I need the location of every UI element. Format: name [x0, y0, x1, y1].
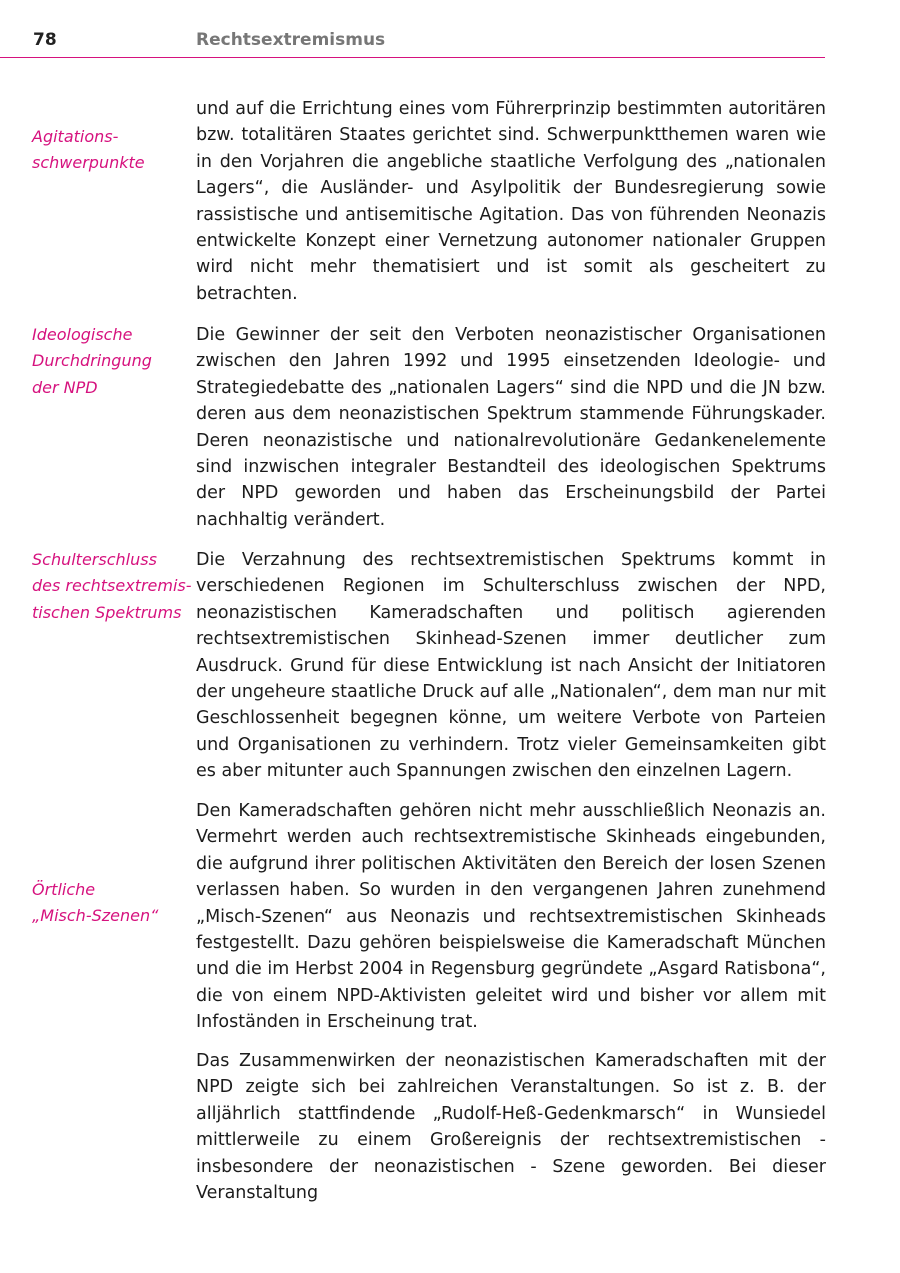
page-number: 78 — [33, 30, 57, 50]
page-header — [0, 28, 825, 58]
margin-note: Schulterschluss des rechtsextremis- tischen Spektrums — [32, 550, 192, 622]
body-paragraph: Die Verzahnung des rechtsextremistischen Spektrums kommt in verschiedenen Regionen im Schulterschluss zwischen der NPD, neonazistischen Kameradschaften und politisch agierenden rechtsextremistischen Skinhead-Szenen immer deutlicher zum Ausdruck. Grund für diese Entwicklung ist nach Ansicht der Initiatoren der ungeheure staatliche Druck auf alle „Nationalen“, dem man nur mit Geschlossenheit begegnen könne, um weitere Verbote von Parteien und Organisationen zu verhindern. Trotz vieler Gemeinsamkeiten gibt es aber mitunter auch Spannungen zwischen den einzelnen Lagern. — [196, 550, 826, 782]
running-title: Rechtsextremismus — [196, 30, 386, 50]
margin-note: Ideologische Durchdringung der NPD — [32, 325, 152, 397]
body-paragraph: Das Zusammenwirken der neonazistischen Kameradschaften mit der NPD zeigte sich bei zahlreichen Veranstaltungen. So ist z. B. der alljährlich stattfindende „Rudolf-Heß-Gedenkmarsch“ in Wunsiedel mittlerweile zu einem Großereignis der rechtsextremistischen - insbesondere der neonazistischen - Szene geworden. Bei dieser Veranstaltung — [196, 1051, 826, 1204]
margin-note: Agitations- schwerpunkte — [32, 127, 145, 173]
body-paragraph: und auf die Errichtung eines vom Führerprinzip bestimmten autoritären bzw. totalitären Staates gerichtet sind. Schwerpunktthemen waren wie in den Vorjahren die angebliche staatliche Verfolgung des „nationalen Lagers“, die Ausländer- und Asylpolitik der Bundesregierung sowie rassistische und antisemitische Agitation. Das von führenden Neonazis entwickelte Konzept einer Vernetzung autonomer nationaler Gruppen wird nicht mehr thematisiert und ist somit als gescheitert zu betrachten. — [196, 99, 826, 304]
body-paragraph: Die Gewinner der seit den Verboten neonazistischer Organisationen zwischen den Jahren 1992 und 1995 einsetzenden Ideologie- und Strategiedebatte des „nationalen Lagers“ sind die NPD und die JN bzw. deren aus dem neonazistischen Spektrum stammende Führungskader. Deren neonazistische und nationalrevolutionäre Gedankenelemente sind inzwischen integraler Bestandteil des ideologischen Spektrums der NPD geworden und haben das Erscheinungsbild der Partei nachhaltig verändert. — [196, 325, 826, 530]
margin-note: Örtliche „Misch-Szenen“ — [32, 880, 159, 926]
body-paragraph: Den Kameradschaften gehören nicht mehr ausschließlich Neonazis an. Vermehrt werden auch rechtsextremistische Skinheads eingebunden, die aufgrund ihrer politischen Aktivitäten den Bereich der losen Szenen verlassen haben. So wurden in den vergangenen Jahren zunehmend „Misch-Szenen“ aus Neonazis und rechtsextremistischen Skinheads festgestellt. Dazu gehören beispielsweise die Kameradschaft München und die im Herbst 2004 in Regensburg gegründete „Asgard Ratisbona“, die von einem NPD-Aktivisten geleitet wird und bisher vor allem mit Infoständen in Erscheinung trat. — [196, 801, 826, 1033]
